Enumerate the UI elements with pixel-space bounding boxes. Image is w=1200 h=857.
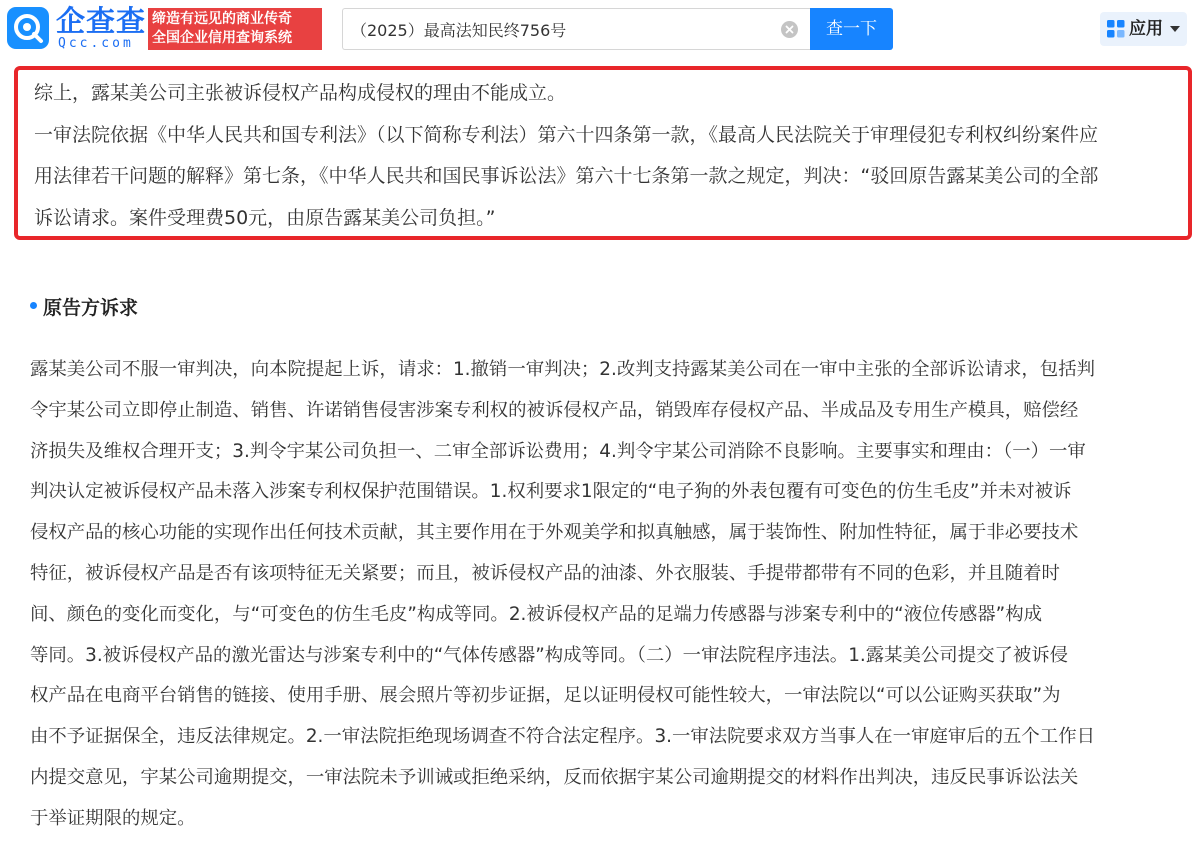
claims-line: 内提交意见，宇某公司逾期提交，一审法院未予训诫或拒绝采纳，反而依据宇某公司逾期提交的材料作出判决，违反民事诉讼法关 xyxy=(30,766,1079,788)
judgment-line: 综上，露某美公司主张被诉侵权产品构成侵权的理由不能成立。 xyxy=(34,82,567,104)
claims-line: 权产品在电商平台销售的链接、使用手册、展会照片等初步证据，足以证明侵权可能性较大，一审法院以“可以公证购买获取”为 xyxy=(30,685,1061,707)
search-button[interactable]: 查一下 xyxy=(810,8,893,50)
bullet-dot-icon xyxy=(30,302,37,309)
slogan-line-2: 全国企业信用查询系统 xyxy=(152,30,292,46)
app-menu-label: 应用 xyxy=(1129,19,1163,39)
clear-icon[interactable] xyxy=(781,21,798,38)
claims-line: 济损失及维权合理开支；3.判令宇某公司负担一、二审全部诉讼费用；4.判令宇某公司消除不良影响。主要事实和理由：（一）一审 xyxy=(30,440,1086,462)
judgment-line: 一审法院依据《中华人民共和国专利法》（以下简称专利法）第六十四条第一款，《最高人民法院关于审理侵犯专利权纠纷案件应 xyxy=(34,123,1099,146)
claims-line: 等同。3.被诉侵权产品的激光雷达与涉案专利中的“气体传感器”构成等同。（二）一审法院程序违法。1.露某美公司提交了被诉侵 xyxy=(30,644,1069,666)
claims-line: 间、颜色的变化而变化，与“可变色的仿生毛皮”构成等同。2.被诉侵权产品的足端力传感器与涉案专利中的“液位传感器”构成 xyxy=(30,603,1042,625)
judgment-text xyxy=(34,73,1184,239)
claims-line: 令宇某公司立即停止制造、销售、许诺销售侵害涉案专利权的被诉侵权产品，销毁库存侵权产品、半成品及专用生产模具，赔偿经 xyxy=(30,399,1079,421)
claims-line: 于举证期限的规定。 xyxy=(30,807,196,829)
claims-line: 露某美公司不服一审判决，向本院提起上诉，请求：1.撤销一审判决；2.改判支持露某美公司在一审中主张的全部诉讼请求，包括判 xyxy=(30,359,1095,380)
judgment-line: 用法律若干问题的解释》第七条，《中华人民共和国民事诉讼法》第六十七条第一款之规定，判决：“驳回原告露某美公司的全部 xyxy=(34,165,1099,187)
logo-domain: Qcc.com xyxy=(58,36,134,51)
search-input[interactable] xyxy=(351,9,771,49)
claims-line: 由不予证据保全，违反法律规定。2.一审法院拒绝现场调查不符合法定程序。3.一审法院要求双方当事人在一审庭审后的五个工作日 xyxy=(30,726,1095,748)
app-grid-icon xyxy=(1107,20,1125,38)
claims-line: 判决认定被诉侵权产品未落入涉案专利权保护范围错误。1.权利要求1限定的“电子狗的外表包覆有可变色的仿生毛皮”并未对被诉 xyxy=(30,481,1072,503)
slogan-banner xyxy=(148,8,322,50)
section-heading xyxy=(30,292,138,324)
highlighted-judgment-box xyxy=(14,66,1192,240)
plaintiff-claims-text xyxy=(30,350,1190,840)
top-header xyxy=(0,0,1200,60)
claims-line: 特征，被诉侵权产品是否有该项特征无关紧要；而且，被诉侵权产品的油漆、外衣服装、手提带都带有不同的色彩，并且随着时 xyxy=(30,562,1060,584)
section-title: 原告方诉求 xyxy=(43,297,139,319)
app-menu-button[interactable] xyxy=(1100,12,1187,46)
search-box xyxy=(342,8,810,50)
logo-text[interactable]: 企查查 xyxy=(56,4,147,38)
caret-down-icon xyxy=(1170,26,1180,32)
qcc-logo-icon[interactable] xyxy=(7,7,49,49)
judgment-line: 诉讼请求。案件受理费50元，由原告露某美公司负担。” xyxy=(34,206,496,229)
slogan-line-1: 缔造有远见的商业传奇 xyxy=(152,11,292,27)
claims-line: 侵权产品的核心功能的实现作出任何技术贡献，其主要作用在于外观美学和拟真触感，属于装饰性、附加性特征，属于非必要技术 xyxy=(30,522,1079,544)
